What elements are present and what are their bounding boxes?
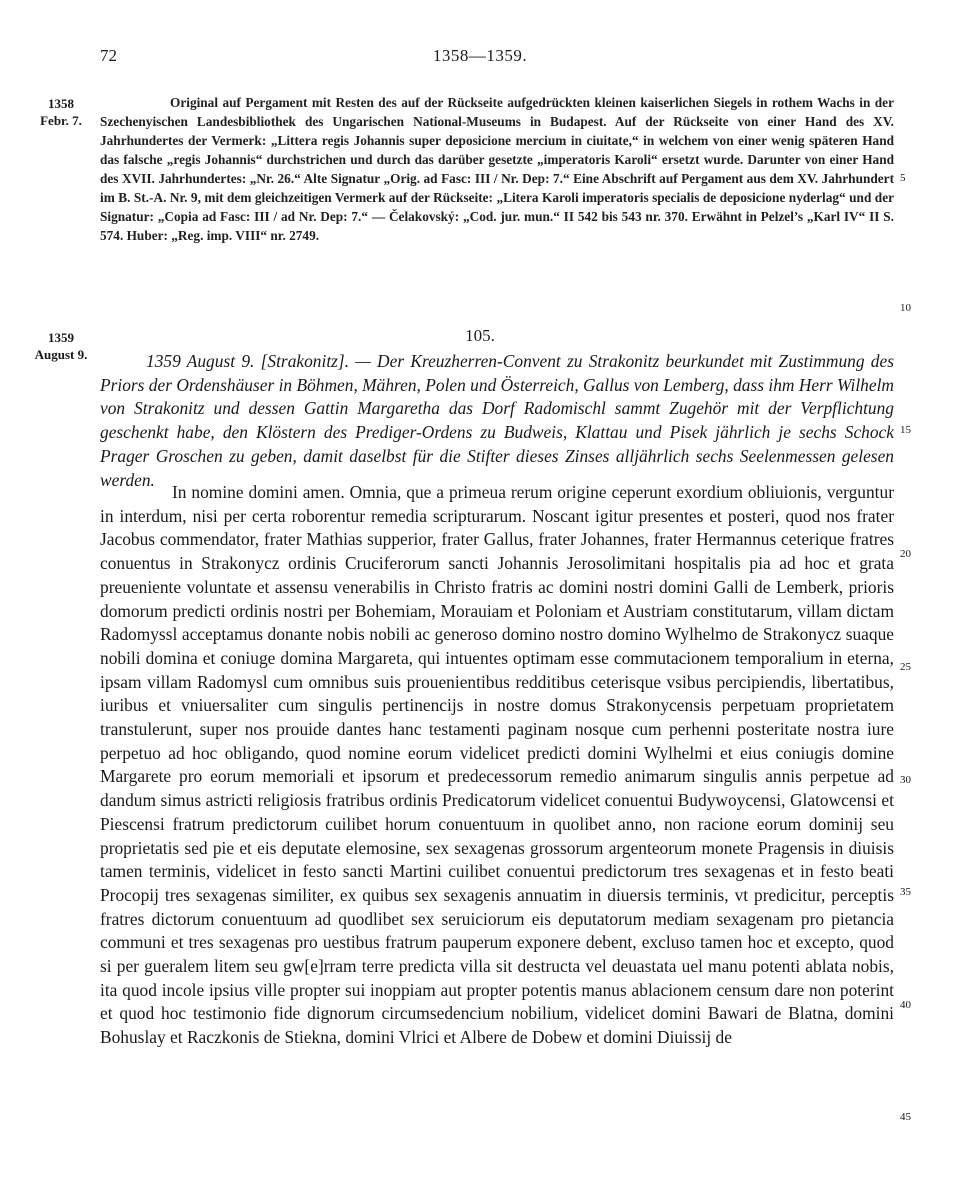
- line-number: 10: [900, 302, 911, 314]
- line-number: 40: [900, 999, 911, 1011]
- margin-date-year: 1359: [48, 330, 74, 345]
- line-number: 45: [900, 1111, 911, 1123]
- margin-date-day: Febr. 7.: [40, 113, 82, 128]
- line-number: 5: [900, 172, 906, 184]
- page-number: 72: [100, 46, 117, 65]
- charter-body: In nomine domini amen. Omnia, que a primeua rerum origine ceperunt exordium obliuionis, verguntur in interdum, nisi per certa roborentur remedia scripturarum. Noscant igitur presentes et posteri, quod nos frater Jacobus commendator, frater Mathias supperior, frater Gallus, frater Johannes, frater Hermannus ceterique fratres conuentus in Strakonycz ordinis Cruciferorum sancti Johannis Jerosolimitani hospitalis pia ad hoc et grata preueniente voluntate et assensu venerabilis in Christo fratris ac domini nostri domini Galli de Lemberk, prioris domorum predicti ordinis nostri per Bohemiam, Morauiam et Poloniam et Austriam constitutarum, villam dictam Radomyssl acceptamus donante nobis nobili ac generoso domino nostro domino Wylhelmo de Strakonycz suaque nobili domina et coniuge domina Margareta, qui intuentes optimam esse commutacionem temporalium in eterna, ipsam villam Radomysl cum omnibus suis prouenientibus redditibus ceterisque vsibus percipiendis, libertatibus, iuribus et vniuersaliter cum singulis pertinencijs in nostre domus Strakonycensis perpetuam proprietatem transtulerunt, super nos prouide dantes hanc testamenti paginam nosque cum perhenni posteritate nostra iure perpetuo ad hoc obligando, quod nomine eorum videlicet predicti domini Wylhelmi et eius coniugis domine Margarete pro eorum memoriali et ipsorum et predecessorum remedio animarum singulis annis perpetue ad dandum simus astricti religiosis fratribus ordinis Predicatorum videlicet conuentui Budywoycensi, Glatowcensi et Piescensi fratrum predictorum cuilibet horum conuentuum in quolibet anno, non racione eorum dominij seu proprietatis sed pie et eis deputate elemosine, sex sexagenas grossorum argenteorum monete Pragensis in diuisis tamen terminis, videlicet in festo sancti Martini cuilibet conuentui predictorum tres sexagenas et in festo beati Procopij tres sexagenas similiter, ex quibus sex sexagenis annuatim in diuersis terminis, vt predicitur, perceptis fratres dictorum conuentuum ad quodlibet sex seruiciorum eis deputatorum mediam sexagenam pro pietancia communi et tres sexagenas pro uestibus fratrum pauperum exponere debent, excluso tamen hoc et excepto, quod si per gueralem litem seu gw[e]rram terre predicta villa sit destructa vel deuastata uel manu potenti ablata nobis, ita quod incole ipsius ville propter sui inoppiam aut propter potentis manus ablacionem censum dare non poterint et quod hoc testimonio fide dignorum circumsedencium nobilium, videlicet domini Bawari de Blatna, domini Bohuslay et Raczkonis de Stiekna, domini Vlrici et Albere de Dobew et domini Diuissij de: [100, 482, 894, 1048]
- regest-text: 1359 August 9. [Strakonitz]. — Der Kreuzherren-Convent zu Strakonitz beurkundet mit Zustimmung des Priors der Ordenshäuser in Böhmen, Mähren, Polen und Österreich, Gallus von Lemberg, dass ihm Herr Wilhelm von Strakonitz und dessen Gattin Margaretha das Dorf Radomischl sammt Zugehör mit der Verpflichtung geschenkt habe, den Klöstern des Prediger-Ordens zu Budweis, Klattau und Pisek jährlich je sechs Schock Prager Groschen zu geben, damit daselbst für die Stifter dieses Zinses alljährlich sechs Seelenmessen gelesen werden.: [100, 351, 894, 490]
- margin-date-previous: [22, 95, 100, 129]
- page-header: [0, 46, 960, 70]
- note-text: Original auf Pergament mit Resten des auf der Rückseite aufgedrückten kleinen kaiserlichen Siegels in rothem Wachs in der Szechenyischen Landesbibliothek des Ungarischen National-Museums in Budapest. Auf der Rückseite von einer Hand des XV. Jahrhundertes der Vermerk: „Littera regis Johannis super deposicione mercium in ciuitate,“ in welchem von einer wenig späteren Hand das falsche „regis Johannis“ durchstrichen und durch das darüber gesetzte „imperatoris Karoli“ ersetzt wurde. Darunter von einer Hand des XVII. Jahrhundertes: „Nr. 26.“ Alte Signatur „Orig. ad Fasc: III / Nr. Dep: 7.“ Eine Abschrift auf Pergament aus dem XV. Jahrhundert im B. St.-A. Nr. 9, mit dem gleichzeitigen Vermerk auf der Rückseite: „Litera Karoli imperatoris specialis de deposicione nyderlag“ und der Signatur: „Copia ad Fasc: III / ad Nr. Dep: 7.“ — Čelakovský: „Cod. jur. mun.“ II 542 bis 543 nr. 370. Erwähnt in Pelzel’s „Karl IV“ II S. 574. Huber: „Reg. imp. VIII“ nr. 2749.: [100, 95, 894, 243]
- regest: [100, 350, 894, 492]
- document-number: 105.: [465, 326, 495, 345]
- margin-date-year: 1358: [48, 96, 74, 111]
- line-number: 15: [900, 424, 911, 436]
- charter-text: [100, 481, 894, 1050]
- margin-date-day: August 9.: [34, 347, 88, 362]
- line-number: 20: [900, 548, 911, 560]
- line-number: 35: [900, 886, 911, 898]
- previous-document-note: [100, 93, 894, 245]
- line-number: 25: [900, 661, 911, 673]
- line-number: 30: [900, 774, 911, 786]
- running-head: 1358—1359.: [432, 46, 528, 65]
